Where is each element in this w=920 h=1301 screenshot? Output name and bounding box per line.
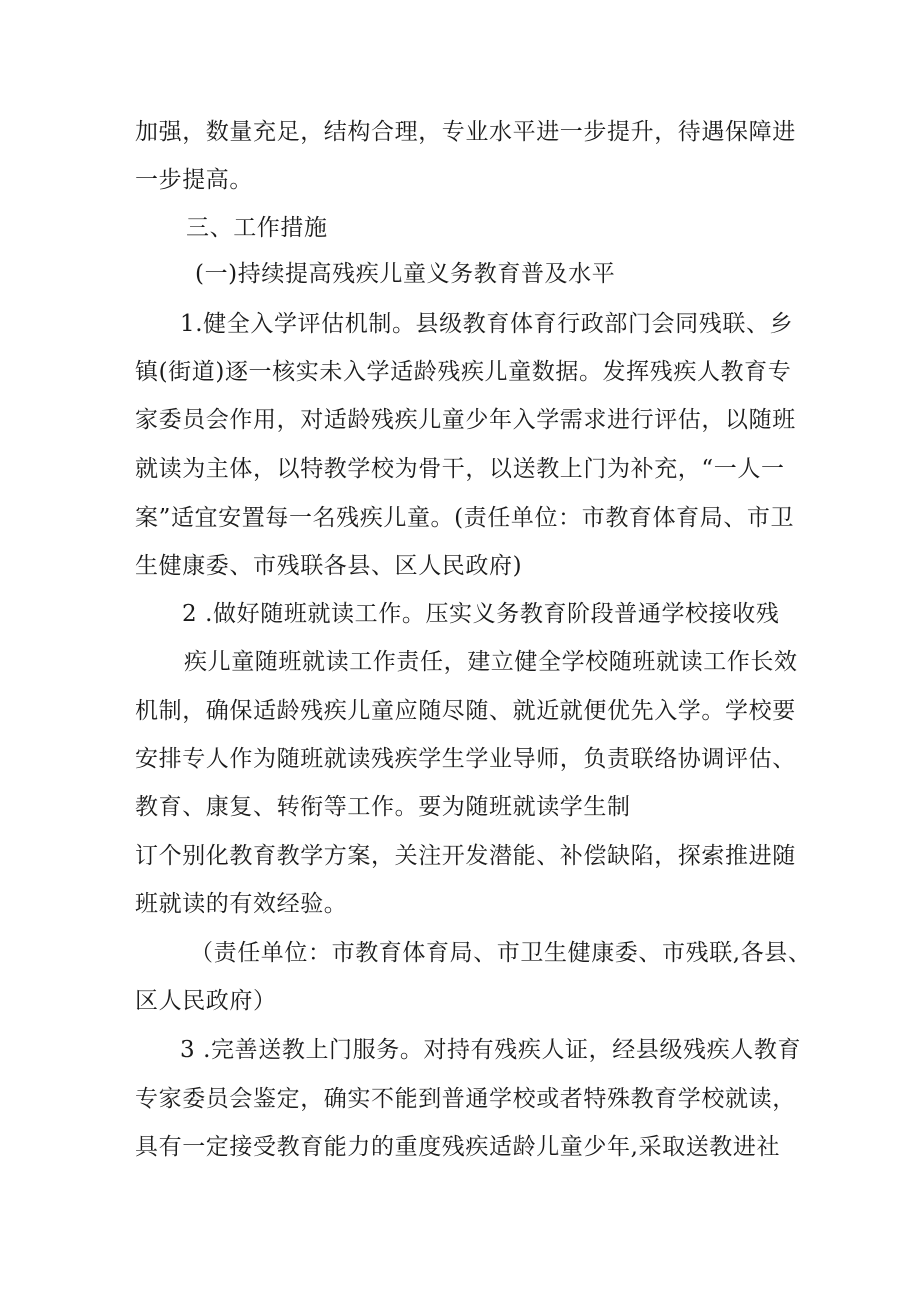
text-line: 疾儿童随班就读工作责任，建立健全学校随班就读工作长效 bbox=[184, 649, 798, 675]
text-line: 2 .做好随班就读工作。压实义务教育阶段普通学校接收残 bbox=[182, 601, 780, 627]
text-line: 3 .完善送教上门服务。对持有残疾人证，经县级残疾人教育 bbox=[180, 1037, 802, 1063]
subsection-heading: (一)持续提高残疾儿童义务教育普及水平 bbox=[195, 261, 616, 287]
text-line: 生健康委、市残联各县、区人民政府) bbox=[135, 553, 523, 579]
text-line: 一步提高。 bbox=[135, 167, 253, 193]
text-line: 镇(街道)逐一核实未入学适龄残疾儿童数据。发挥残疾人教育专 bbox=[135, 359, 792, 385]
text-line: 家委员会作用，对适龄残疾儿童少年入学需求进行评估，以随班 bbox=[135, 407, 796, 433]
text-line: 订个别化教育教学方案，关注开发潜能、补偿缺陷，探索推进随 bbox=[135, 843, 796, 869]
text-line: 专家委员会鉴定，确实不能到普通学校或者特殊教育学校就读， bbox=[135, 1086, 796, 1112]
section-heading: 三、工作措施 bbox=[186, 215, 328, 241]
text-line: （责任单位：市教育体育局、市卫生健康委、市残联,各县、 bbox=[190, 940, 812, 966]
text-line: 机制，确保适龄残疾儿童应随尽随、就近就便优先入学。学校要 bbox=[135, 698, 796, 724]
text-line: 具有一定接受教育能力的重度残疾适龄儿童少年,采取送教进社 bbox=[135, 1134, 781, 1160]
text-line: 加强，数量充足，结构合理，专业水平进一步提升，待遇保障进 bbox=[135, 119, 796, 145]
text-line: 案”适宜安置每一名残疾儿童。(责任单位：市教育体育局、市卫 bbox=[135, 505, 795, 531]
text-line: 安排专人作为随班就读残疾学生学业导师，负责联络协调评估、 bbox=[135, 746, 796, 772]
text-line: 就读为主体，以特教学校为骨干，以送教上门为补充，“一人一 bbox=[135, 456, 785, 482]
text-line: 区人民政府） bbox=[135, 988, 277, 1014]
text-line: 教育、康复、转衔等工作。要为随班就读学生制 bbox=[135, 794, 631, 820]
text-line: 班就读的有效经验。 bbox=[135, 891, 348, 917]
text-line: 1.健全入学评估机制。县级教育体育行政部门会同残联、乡 bbox=[180, 311, 794, 337]
